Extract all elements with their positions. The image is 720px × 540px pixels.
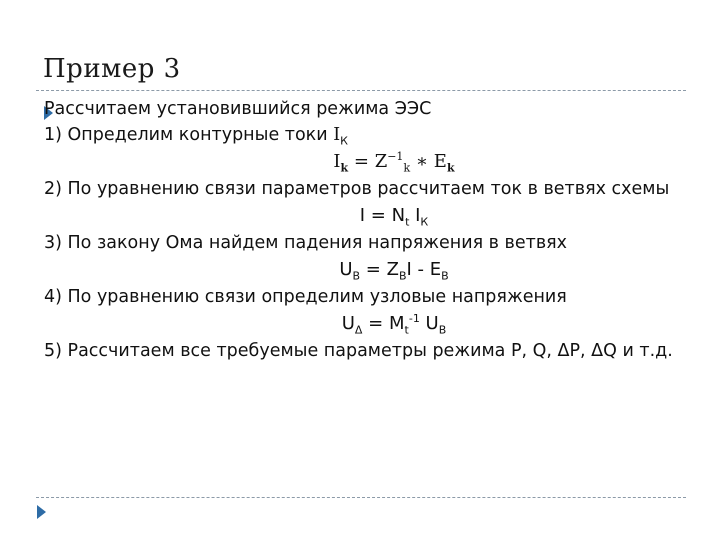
formula4-u: U [341, 313, 355, 334]
slide-body [44, 96, 684, 364]
formula2-n-subscript: t [405, 215, 410, 229]
formula-voltage-drops [44, 256, 684, 284]
formula3-u-subscript: В [352, 269, 361, 283]
formula1-superscript: −1 [387, 150, 404, 163]
footer-divider [36, 497, 686, 498]
formula4-rhs-subscript: В [438, 323, 447, 337]
formula4-rhs: U [419, 313, 439, 334]
step-3-line: 3) По закону Ома найдем падения напряжения в ветвях [44, 233, 568, 253]
step-1-text: 1) Определим контурные токи [44, 125, 334, 145]
step-1-variable-subscript: К [340, 134, 348, 148]
formula1-mul: ∗ E [410, 151, 447, 172]
footer-bullet-triangle-icon [37, 505, 46, 519]
intro-line: Рассчитаем установившийся режима ЭЭС [44, 99, 432, 119]
formula1-eq: = Z [348, 151, 388, 172]
title-divider [36, 90, 686, 91]
formula4-eq: = M [362, 313, 405, 334]
step-1-variable: I [333, 125, 341, 145]
formula-contour-currents [44, 148, 684, 176]
formula3-u: U [339, 259, 353, 280]
formula3-z-subscript: В [398, 269, 407, 283]
formula4-m-subscript: t [404, 323, 409, 337]
formula-node-voltages [44, 310, 684, 338]
formula3-eq: = Z [360, 259, 399, 280]
step-2-line: 2) По уравнению связи параметров рассчитаем ток в ветвях схемы [44, 179, 670, 199]
formula2-rhs-subscript: К [420, 215, 429, 229]
formula1-rhs-subscript: k [446, 161, 455, 175]
formula-branch-currents [44, 202, 684, 230]
formula3-rest: I - E [406, 259, 442, 280]
formula1-lhs-subscript: k [340, 161, 349, 175]
formula1-lhs: I [333, 151, 341, 172]
step-1-line [44, 122, 684, 148]
formula1-subscript: k [403, 161, 411, 175]
formula2-rhs: I [409, 205, 421, 226]
step-5-line: 5) Рассчитаем все требуемые параметры режима P, Q, ΔP, ΔQ и т.д. [44, 341, 673, 361]
slide-title: Пример 3 [43, 54, 181, 84]
formula3-e-subscript: В [441, 269, 449, 283]
formula2-lhs: I = N [359, 205, 406, 226]
step-4-line: 4) По уравнению связи определим узловые напряжения [44, 287, 567, 307]
formula4-u-subscript: Δ [354, 323, 363, 337]
formula4-m-superscript: -1 [408, 312, 420, 325]
